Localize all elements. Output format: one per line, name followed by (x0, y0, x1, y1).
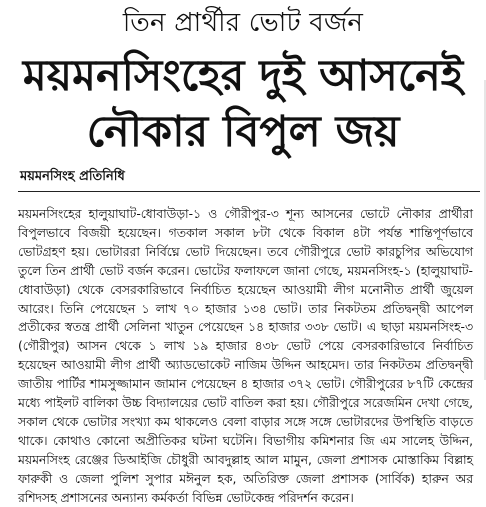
article-body: ময়মনসিংহের হালুয়াঘাট-ধোবাউড়া-১ ও গৌরীপুর-৩ শূন্য আসনের ভোটে নৌকার প্রার্থীরা বিপুলভাবে বিজয়ী হয়েছেন। গতকাল সকাল ৮টা থেকে বিকাল ৪টা পর্যন্ত শান্তিপূর্ণভাবে ভোটগ্রহণ হয়। ভোটাররা নির্বিঘ্নে ভোট দিয়েছেন। তবে গৌরীপুরে ভোট কারচুপির অভিযোগ তুলে তিন প্রার্থী ভোট বর্জন করেন। ভোটের ফলাফলে জানা গেছে, ময়মনসিংহ-১ (হালুয়াঘাট-ধোবাউড়া) থেকে বেসরকারিভাবে নির্বাচিত হয়েছেন আওয়ামী লীগ মনোনীত প্রার্থী জুয়েল আরেং। তিনি পেয়েছেন ১ লাখ ৭০ হাজার ১৩৪ ভোট। তার নিকটতম প্রতিদ্বন্দ্বী আপেল প্রতীকের স্বতন্ত্র প্রার্থী সেলিনা খাতুন পেয়েছেন ১৪ হাজার ৩৩৮ ভোট। এ ছাড়া ময়মনসিংহ-৩ (গৌরীপুর) আসন থেকে ১ লাখ ১৯ হাজার ৪৩৮ ভোট পেয়ে বেসরকারিভাবে নির্বাচিত হয়েছেন আওয়ামী লীগ প্রার্থী অ্যাডভোকেট নাজিম উদ্দিন আহমেদ। তার নিকটতম প্রতিদ্বন্দ্বী জাতীয় পার্টির শামসুজ্জামান জামান পেয়েছেন ৪ হাজার ৩৭২ ভোট। গৌরীপুরের ৮৭টি কেন্দ্রের মধ্যে পাইলট বালিকা উচ্চ বিদ্যালয়ের ভোট বাতিল করা হয়। গৌরীপুরে সরেজমিন দেখা গেছে, সকাল থেকে ভোটার সংখ্যা কম থাকলেও বেলা বাড়ার সঙ্গে সঙ্গে ভোটারদের উপস্থিতি বাড়তে থাকে। কোথাও কোনো অপ্রীতিকর ঘটনা ঘটেনি। বিভাগীয় কমিশনার জি এম সালেহ উদ্দিন, ময়মনসিংহ রেঞ্জের ডিআইজি চৌধুরী আবদুল্লাহ আল মামুন, জেলা প্রশাসক মোস্তাকিম বিল্লাহ ফারুকী ও জেলা পুলিশ সুপার মঈনুল হক, অতিরিক্ত জেলা প্রশাসক (সার্বিক) হারুন অর রশিদসহ প্রশাসনের অন্যান্য কর্মকর্তা বিভিন্ন ভোটকেন্দ্র পরিদর্শন করেন। (18, 207, 473, 505)
byline: ময়মনসিংহ প্রতিনিধি (20, 169, 125, 184)
headline-line-1: ময়মনসিংহের দুই আসনেই (22, 51, 464, 101)
headline-line-2: নৌকার বিপুল জয় (86, 107, 400, 157)
kicker-headline: তিন প্রার্থীর ভোট বর্জন (122, 8, 364, 38)
byline-divider (18, 191, 480, 192)
